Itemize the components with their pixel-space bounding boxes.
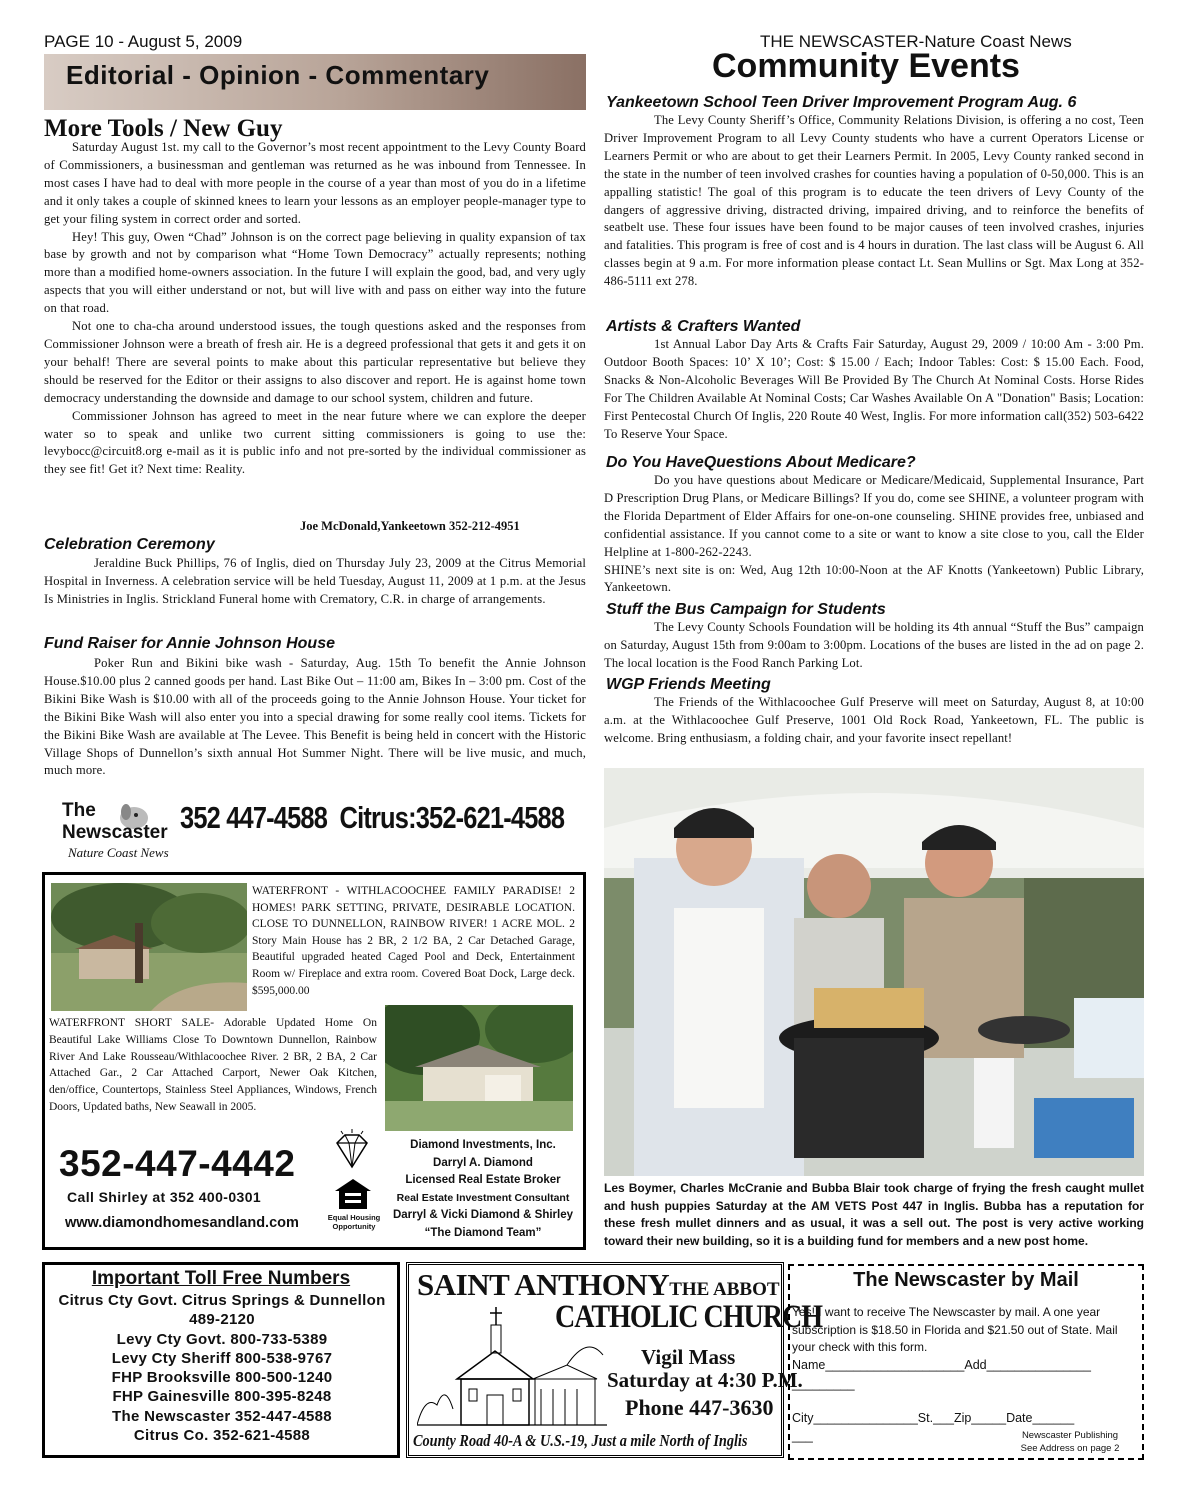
newscaster-logo <box>62 800 192 868</box>
listing-1: WATERFRONT - WITHLACOOCHEE FAMILY PARADISE! 2 HOMES! PARK SETTING, PRIVATE, DESIRABLE LOCATION. CLOSE TO DUNNELLON, RAINBOW RIVER! 1 ACRE MOL. 2 Story Main House has 2 BR, 2 1/2 BA, 2 Car Detached Garage, Beautiful upgraded heated Caged Pool and Deck, Entertainment Room w/ Fireplace and extra room. Covered Boat Dock, Large deck. $595,000.00 <box>252 885 575 997</box>
event-title: Yankeetown School Teen Driver Improvement Program Aug. 6 <box>606 94 1077 111</box>
event-title: Artists & Crafters Wanted <box>606 318 801 335</box>
tollfree-line: Citrus Cty Govt. Citrus Springs & Dunnellon 489-2120 <box>58 1292 386 1329</box>
mail-form-publisher: Newscaster Publishing <box>1021 1430 1119 1441</box>
logo-the: The <box>62 800 96 821</box>
church-mass-time: Saturday at 4:30 P.M. <box>607 1368 803 1392</box>
church-building-icon <box>417 1305 607 1429</box>
tollfree-list <box>51 1291 393 1445</box>
mail-form-name-field[interactable]: Name____________________Add_______________ <box>792 1358 1091 1372</box>
diamond-icon <box>327 1129 377 1173</box>
event-title: Stuff the Bus Campaign for Students <box>606 601 886 618</box>
event-text: The Levy County Sheriff’s Office, Community Relations Division, is offering a no cost, Teen Driver Improvement Program to all Levy County students who have a current Operators License or Learners Permit or who are about to get their Learners Permit. In 2005, Levy County ranked second in the state in the number of teen involved crashes for counties having a population of 0-50,000. This is an appalling statistic! The goal of this program is to educate the teen drivers of Levy County of the dangers of aggressive driving, distracted driving, impaired driving, and to reinforce the benefits of seatbelt use. These four issues have been found to be major causes of teen involved crashes, injuries and fatalities. This program is free of cost and is 4 hours in duration. The last class will be August 6. All classes begin at 9 a.m. For more information please contact Lt. Sean Mullins or Sgt. Max Long at 352-486-5111 ext 278. <box>604 113 1144 289</box>
mail-form-footer <box>1000 1430 1140 1455</box>
mail-form-address-note: See Address on page 2 <box>1020 1442 1120 1454</box>
company-line: “The Diamond Team” <box>424 1226 542 1239</box>
editorial-headline: More Tools / New Guy <box>44 115 283 142</box>
masthead-right: THE NEWSCASTER-Nature Coast News <box>760 32 1072 51</box>
property-photo-1 <box>51 883 247 1011</box>
church-mass-label: Vigil Mass <box>641 1345 736 1369</box>
event-title: Do You HaveQuestions About Medicare? <box>606 454 916 471</box>
newscaster-phones: 352 447-4588 Citrus:352-621-4588 <box>180 800 565 835</box>
editorial-signature: Joe McDonald,Yankeetown 352-212-4951 <box>300 519 520 533</box>
editorial-banner <box>44 54 586 110</box>
listing-2 <box>49 1015 377 1116</box>
equal-housing-label: Equal Housing Opportunity <box>327 1213 381 1231</box>
fundraiser-text: Poker Run and Bikini bike wash - Saturday, Aug. 15th To benefit the Annie Johnson House.$10.00 plus 2 canned goods per hand. Last Bike Out – 11:00 am, Bikes In – 3:00 pm. Cost of the Bikini Bike Wash is $10.00 with all of the proceeds going to the Annie Johnson House. Your ticket for the Bikini Bike Wash will also enter you into a special drawing for some really cool items. Tickets for the Bikini Bike Wash are available at The Levee. This Benefit is being held in concert with the Historic Village Shops of Dunnellon’s sixth annual Hot Summer Night. There will be live music, and much, much more. <box>44 656 586 778</box>
mail-subscription-form <box>788 1264 1144 1460</box>
realestate-phone: 352-447-4442 <box>59 1143 296 1184</box>
tollfree-line: Levy Cty Sheriff 800-538-9767 <box>111 1349 333 1367</box>
event-text: The Levy County Schools Foundation will be holding its 4th annual “Stuff the Bus” campaign on Saturday, August 15th from 9:00am to 3:00pm. Locations of the buses are listed in the ad on page 2. The local location is the Food Ranch Parking Lot. <box>604 620 1144 670</box>
celebration-text: Jeraldine Buck Phillips, 76 of Inglis, died on Thursday July 23, 2009 at the Citrus Memorial Hospital in Inverness. A celebration service will be held Tuesday, August 11, 2009 at 1 p.m. at the Jesus Is Ministries in Inglis. Strickland Funeral home with Crematory, C.R. in charge of arrangements. <box>44 556 586 606</box>
property-photo-2 <box>385 1005 573 1131</box>
church-saint-anthony: SAINT ANTHONY <box>417 1267 670 1302</box>
event-body <box>604 336 1144 443</box>
realestate-website: www.diamondhomesandland.com <box>65 1215 299 1231</box>
tollfree-line: Levy Cty Govt. 800-733-5389 <box>116 1330 328 1348</box>
event-text: 1st Annual Labor Day Arts & Crafts Fair Saturday, August 29, 2009 / 10:00 Am - 3:00 Pm. Outdoor Booth Spaces: 10’ X 10’; Cost: $ 15.00 / Each; Indoor Tables: Cost: $ 15.00 Each. Food, Snacks & Non-Alcoholic Beverages Will Be Provided By The Church At Nominal Costs. Horse Rides For The Children Available At Nominal Costs; Car Washes Available On A "Donation" Basis; Location: First Pentecostal Church Of Inglis, 220 Route 40 West, Inglis. For more information call(352) 503-6422 To Reserve Your Space. <box>604 337 1144 441</box>
mail-form-title: The Newscaster by Mail <box>853 1269 1079 1291</box>
company-line: Real Estate Investment Consultant <box>396 1191 570 1204</box>
community-title: Community Events <box>712 47 1020 85</box>
church-name-1 <box>417 1267 780 1303</box>
logo-newscaster: Newscaster <box>62 822 168 843</box>
mail-form-name-field-2[interactable]: _________ <box>792 1377 855 1391</box>
celebration-title: Celebration Ceremony <box>44 536 215 553</box>
company-line: Licensed Real Estate Broker <box>405 1174 561 1186</box>
realestate-ad <box>42 872 586 1250</box>
event-text: Do you have questions about Medicare or Medicare/Medicaid, Supplemental Insurance, Part D Prescription Drug Plans, or Medicare Billings? If you do, come see SHINE, a volunteer program with the Florida Department of Elder Affairs for one-on-one counseling. SHINE provides free, unbiased and confidential assistance. If you cannot come to a site or want to know a site close to you, call the Elder Helpline at 1-800-262-2243. <box>604 473 1144 559</box>
event-text: The Friends of the Withlacoochee Gulf Preserve will meet on Saturday, August 8, at 10:00 a.m. at the Withlacoochee Gulf Preserve, 1001 Old Rock Road, Yankeetown, FL. The public is welcome. Bring enthusiasm, a folding chair, and your favorite insect repellant! <box>604 695 1144 745</box>
fundraiser-body <box>44 655 586 780</box>
editorial-paragraph: Hey! This guy, Owen “Chad” Johnson is on the correct page believing in quality expansion of tax base by growth and not by comparison what “Home Town Democracy” actually represents; nothing more than a modified home-owners association. In the future I will explain the good, bad, and very ugly aspects that you will either understand or not, but will live with and pass on either way into the future on that road. <box>44 229 586 316</box>
company-info <box>388 1137 578 1242</box>
tollfree-box <box>42 1262 400 1458</box>
photo-caption: Les Boymer, Charles McCranie and Bubba Blair took charge of frying the fresh caught mullet and hush puppies Saturday at the AM VETS Post 447 in Inglis. Bubba has a reputation for these fresh mullet dinners and as usual, it was a sell out. The post is very active working toward their new building, so it is a building fund for members and a new post home. <box>604 1181 1144 1248</box>
event-body <box>604 694 1144 748</box>
listing-2-text: WATERFRONT SHORT SALE- Adorable Updated Home On Beautiful Lake Williams Close To Downtown Dunnellon, Rainbow River And Lake Rousseau/Withlacoochee River. 2 BR, 2 BA, 2 Car Attached Gar., 2 Car Attached Carport, Newer Oak Kitchen, den/office, Countertops, Stainless Steel Appliances, Windows, French Doors, Updated baths, New Seawall in 2005. <box>49 1017 377 1113</box>
mail-form-city-field[interactable]: City_______________St.___Zip_____Date______ <box>792 1411 1075 1425</box>
event-body <box>604 112 1144 291</box>
realestate-call: Call Shirley at 352 400-0301 <box>67 1189 262 1205</box>
company-line: Diamond Investments, Inc. <box>410 1139 556 1151</box>
church-phone: Phone 447-3630 <box>625 1395 774 1420</box>
tollfree-line: FHP Brooksville 800-500-1240 <box>111 1369 333 1387</box>
tollfree-line: The Newscaster 352-447-4588 <box>112 1407 332 1425</box>
logo-tagline: Nature Coast News <box>68 845 169 860</box>
event-title: WGP Friends Meeting <box>606 676 771 693</box>
editorial-paragraph: Not one to cha-cha around understood issues, the tough questions asked and the responses from Commissioner Johnson were a breath of fresh air. He is a degreed professional that gets it and gets it on your behalf! There are several points to make about this particular representative but believe they should be reserved for the Editor or their assigns to also discover and report. He is against home town democracy understanding the downside and damage to our school system, children and future. <box>44 319 586 405</box>
church-address: County Road 40-A & U.S.-19, Just a mile North of Inglis <box>413 1431 748 1450</box>
tollfree-line: Citrus Co. 352-621-4588 <box>133 1427 311 1445</box>
mail-form-text: Yes! I want to receive The Newscaster by mail. A one year subscription is $18.50 in Florida and $21.50 out of State. Mail your check with this form. <box>792 1305 1118 1354</box>
page-number-date: PAGE 10 - August 5, 2009 <box>44 32 243 51</box>
editorial-paragraph: Saturday August 1st. my call to the Governor’s most recent appointment to the Levy County Board of Commissioners, a businessman and gentleman was returned as he was inbound from Tennessee. In most cases I have had to deal with more people in the course of a year than most of you do in a lifetime and it only takes a couple of skinned knees to learn your lessons as an employer people-manager type to get your filing system in correct order and sorted. <box>44 140 586 226</box>
editorial-banner-text: Editorial - Opinion - Commentary <box>66 60 490 90</box>
celebration-body <box>44 555 586 609</box>
editorial-body <box>44 139 586 479</box>
event-text-2: SHINE’s next site is on: Wed, Aug 12th 10:00-Noon at the AF Knotts (Yankeetown) Public Library, Yankeetown. <box>604 562 1144 595</box>
mail-form-city-field-2[interactable]: ___ <box>792 1429 813 1443</box>
church-ad <box>406 1262 823 1458</box>
fish-fry-photo <box>604 768 1144 1176</box>
event-body <box>604 472 1144 597</box>
church-the-abbot: THE ABBOT <box>669 1279 780 1300</box>
tollfree-line: FHP Gainesville 800-395-8248 <box>112 1388 332 1406</box>
fundraiser-title: Fund Raiser for Annie Johnson House <box>44 635 335 652</box>
editorial-paragraph: Commissioner Johnson has agreed to meet in the near future where we can explore the deeper water so to speak and unlike two current sitting commissioners is going to use the: levybocc@circuit8.org e-mail as it is public info and not pre-sorted by the individual commissioner as they see fit! Get it? Next time: Reality. <box>44 408 586 477</box>
equal-housing-icon <box>333 1177 373 1211</box>
company-line: Darryl & Vicki Diamond & Shirley <box>392 1209 574 1221</box>
company-line: Darryl A. Diamond <box>433 1156 533 1169</box>
church-name-3: CATHOLIC CHURCH <box>555 1299 823 1335</box>
event-body <box>604 619 1144 673</box>
tollfree-title: Important Toll Free Numbers <box>91 1268 351 1289</box>
